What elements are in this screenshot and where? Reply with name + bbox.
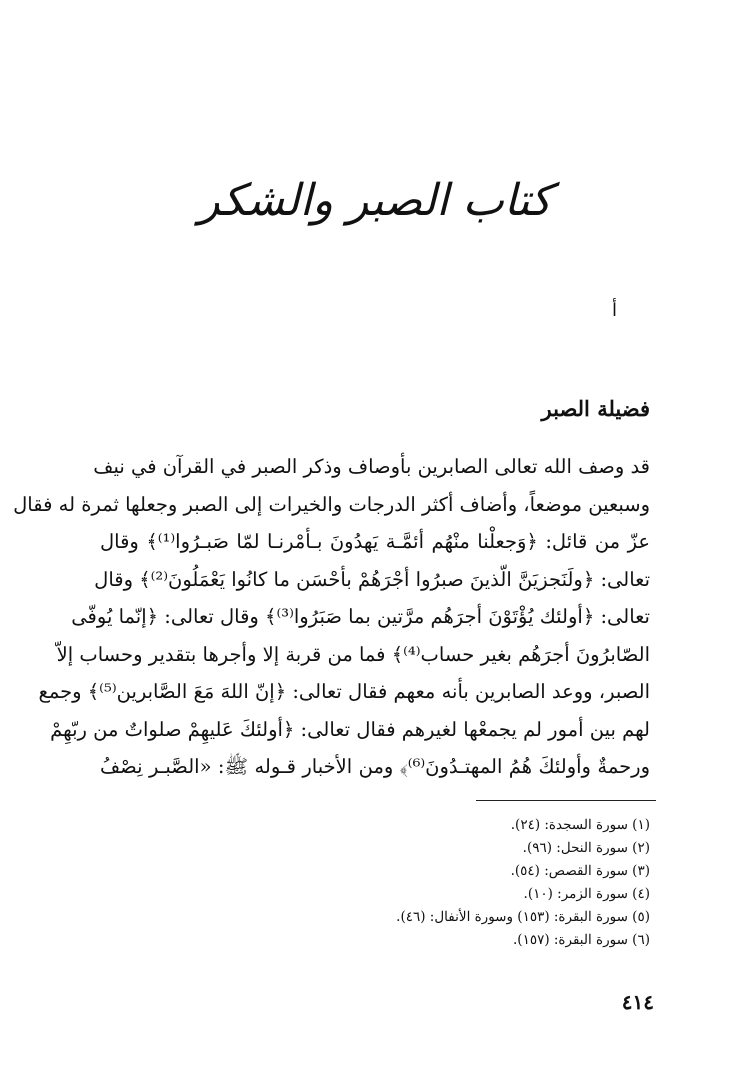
body-text (13, 448, 651, 786)
footnote-divider (476, 800, 656, 801)
body-line: الصبر، ووعد الصابرين بأنه معهم فقال تعالى: ﴿إنّ اللهَ مَعَ الصَّابرين⁽⁵⁾﴾ وجمع (38, 680, 650, 703)
body-line: وسبعين موضعاً، وأضاف أكثر الدرجات والخيرات إلى الصبر وجعلها ثمرة له فقال (13, 492, 650, 516)
footnotes (250, 814, 650, 952)
section-heading: فضيلة الصبر (541, 396, 650, 421)
body-line: قد وصف الله تعالى الصابرين بأوصاف وذكر الصبر في القرآن في نيف (93, 455, 650, 478)
footnote: (٦) سورة البقرة: (١٥٧). (513, 932, 650, 948)
body-line: الصّابرُونَ أجرَهُم بغير حساب⁽⁴⁾﴾ فما من قربة إلا وأجرها بتقدير وحساب إلاّ (56, 642, 650, 666)
body-line: تعالى: ﴿ولَنَجزيَنَّ الّذينَ صبرُوا أجْرَهُمْ بأحْسَن ما كانُوا يَعْمَلُونَ⁽²⁾﴾ وقال (94, 567, 650, 591)
footnote: (٣) سورة القصص: (٥٤). (510, 863, 650, 879)
body-line: ورحمةٌ وأولئكَ هُمُ المهتـدُونَ⁽⁶⁾﴾ ومن الأخبار قـوله ﷺ: «الصَّبـر نِصْفُ (100, 755, 651, 778)
footnote: (٥) سورة البقرة: (١٥٣) وسورة الأنفال: (٤٦). (396, 909, 650, 925)
section-mark: أ (612, 300, 618, 321)
footnote: (٤) سورة الزمر: (١٠). (523, 886, 650, 902)
body-line: لهم بين أمور لم يجمعْها لغيرهم فقال تعالى: ﴿أولئكَ عَليهِمْ صلواتٌ من ربّهِمْ (50, 717, 650, 741)
page-number: ٤١٤ (621, 990, 654, 1014)
footnote: (١) سورة السجدة: (٢٤). (510, 817, 650, 833)
footnote: (٢) سورة النحل: (٩٦). (522, 840, 650, 856)
book-title: كتاب الصبر والشكر (198, 175, 552, 226)
body-line: عزّ من قائل: ﴿وَجعلْنا منْهُم أئمَّـة يَهدُونَ بـأمْرنـا لمّا صَبـرُوا⁽¹⁾﴾ وقال (100, 530, 650, 553)
body-line: تعالى: ﴿أولئك يُؤْتَوْنَ أجرَهُم مرَّتين بما صَبَرُوا⁽³⁾﴾ وقال تعالى: ﴿إنّما يُوفّى (71, 605, 650, 628)
